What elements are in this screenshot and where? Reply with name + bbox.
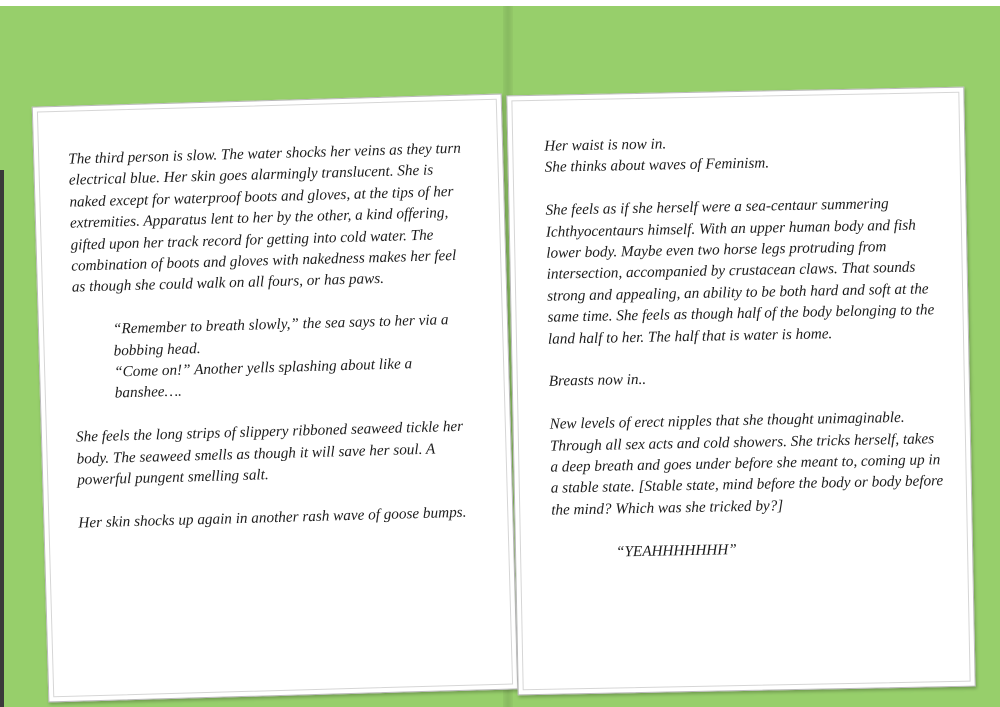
right-page-text bbox=[544, 128, 947, 564]
paragraph-stable-state: New levels of erect nipples that she thought unimaginable. Through all sex acts and cold showers. She tricks herself, takes a deep breath and goes under before she meant to, coming up in a stable state. [Stable state, mind before the body or body before the mind? Which was she tricked by?] bbox=[549, 409, 944, 519]
line-waist: Her waist is now in. bbox=[544, 135, 667, 155]
paragraph-seaweed: She feels the long strips of slippery ribboned seaweed tickle her body. The seaweed smells as though it will save her soul. A powerful pungent smelling salt. bbox=[75, 418, 464, 489]
right-page bbox=[506, 87, 975, 696]
cover-edge bbox=[0, 170, 4, 707]
exclamation-yeah: “YEAHHHHHHH” bbox=[615, 540, 737, 561]
line-feminism: She thinks about waves of Feminism. bbox=[544, 154, 770, 177]
left-page-text bbox=[68, 138, 479, 534]
paragraph-third-person: The third person is slow. The water shocks her veins as they turn electrical blue. Her skin goes alarmingly translucent. She is naked except for waterproof boots and gloves, at the tips of her extremities. Apparatus lent to her by the other, a kind offering, gifted upon her track record for getting into cold water. The combination of boots and gloves with nakedness makes her feel as though she could walk on all fours, or has paws. bbox=[68, 139, 462, 297]
left-page bbox=[32, 94, 518, 703]
paragraph-sea-centaur: She feels as if she herself were a sea-centaur summering Ichthyocentaurs himself. With an upper human body and fish lower body. Maybe even two horse legs protruding from intersection, accompanied by crustacean claws. That sounds strong and appealing, an ability to be both hard and soft at the same time. She feels as though half of the body belonging to the land half to her. The half that is water is home. bbox=[545, 195, 935, 348]
line-breasts: Breasts now in.. bbox=[548, 371, 647, 391]
paragraph-goose-bumps: Her skin shocks up again in another rash wave of goose bumps. bbox=[78, 503, 467, 532]
scan-border bbox=[0, 0, 1000, 6]
dialogue-come-on: “Come on!” Another yells splashing about like a banshee…. bbox=[113, 355, 413, 402]
dialogue-breath: “Remember to breath slowly,” the sea says to her via a bobbing head. bbox=[112, 311, 449, 360]
